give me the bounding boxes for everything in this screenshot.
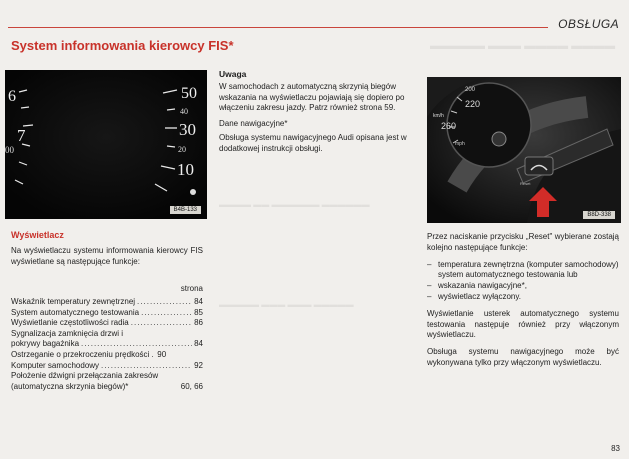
- reset-button-illustration: [427, 77, 621, 223]
- note-heading: Uwaga: [219, 69, 247, 79]
- list-item: – wyświetlacz wyłączony.: [427, 292, 619, 303]
- bleed-through-text: ▬▬▬▬▬ ▬▬▬ ▬▬▬▬ ▬▬▬▬: [430, 40, 616, 52]
- reset-intro: Przez naciskanie przycisku „Reset" wybierane zostają kolejno następujące funkcje:: [427, 232, 619, 252]
- middle-column: [219, 69, 414, 160]
- unit-label: mph: [455, 141, 465, 147]
- right-column: [427, 232, 619, 375]
- navigation-heading: Dane nawigacyjne*: [219, 119, 288, 129]
- tick-label: 00: [5, 145, 14, 155]
- list-item: – wskazania nawigacyjne*,: [427, 281, 619, 292]
- page-number: 83: [611, 444, 620, 453]
- toc-row: System automatycznego testowania ..... 85: [11, 308, 203, 319]
- toc-row: pokrywy bagażnika ..... 84: [11, 339, 203, 350]
- tick-label: 10: [177, 160, 194, 179]
- svg-text:200: 200: [465, 87, 476, 93]
- tick-label: 20: [178, 145, 186, 154]
- toc-row: Wskaźnik temperatury zewnętrznej ..... 84: [11, 297, 203, 308]
- function-list: [11, 297, 203, 392]
- note-text: W samochodach z automatyczną skrzynią biegów wskazania na wyświetlaczu pojawiają się dopiero po włączeniu zakresu jazdy. Patrz również strona 59.: [219, 81, 405, 113]
- tick-label: 50: [181, 85, 197, 102]
- subhead-display: Wyświetlacz: [11, 230, 64, 240]
- reset-function-list: [427, 260, 619, 303]
- page-title: System informowania kierowcy FIS*: [11, 38, 234, 53]
- tick-label: 30: [179, 120, 196, 139]
- pointer-dot: [190, 189, 196, 195]
- bleed-through-text: ▬▬▬▬ ▬▬ ▬▬▬▬▬▬ ▬▬▬▬▬▬: [219, 200, 370, 209]
- bleed-through-text: ▬▬▬▬▬ ▬▬▬ ▬▬▬ ▬▬▬▬▬: [219, 300, 354, 309]
- tick-label: 40: [180, 107, 188, 116]
- list-item: – temperatura zewnętrzna (komputer samochodowy) system automatycznego testowania lub: [427, 260, 619, 282]
- steering-wheel-figure: [427, 77, 621, 223]
- toc-row: Położenie dźwigni przełączania zakresów (automatyczna skrzynia biegów)* 60, 66: [11, 371, 203, 391]
- figure-ref-label: B4B-133: [170, 206, 201, 214]
- toc-row: Sygnalizacja zamknięcia drzwi i: [11, 328, 124, 338]
- intro-paragraph: Na wyświetlaczu systemu informowania kierowcy FIS wyświetlane są następujące funkcje:: [11, 246, 203, 266]
- fault-display-paragraph: Wyświetlanie usterek automatycznego systemu testowania następuje również przy włączonym wyświetlaczu.: [427, 308, 619, 340]
- navigation-operation-paragraph: Obsługa systemu nawigacyjnego może być wykonywana tylko przy włączonym wyświetlaczu.: [427, 347, 619, 367]
- toc-row: Ostrzeganie o przekroczeniu prędkości ..... 90: [11, 350, 203, 361]
- section-header: OBSŁUGA: [558, 17, 619, 31]
- instrument-cluster-figure: [5, 70, 207, 219]
- header-rule: [8, 27, 548, 28]
- tick-label: 7: [17, 126, 26, 145]
- button-label: Reset: [520, 181, 531, 186]
- cluster-illustration: [5, 70, 207, 219]
- toc-row: Wyświetlanie częstotliwości radia ..... 86: [11, 318, 203, 329]
- figure-ref-label: B8D-338: [583, 211, 615, 219]
- toc-row: Komputer samochodowy ..... 92: [11, 361, 203, 372]
- speed-label: 220: [465, 99, 481, 109]
- navigation-text: Obsługa systemu nawigacyjnego Audi opisana jest w dodatkowej instrukcji obsługi.: [219, 132, 407, 153]
- tick-label: 6: [8, 88, 16, 105]
- unit-label: km/h: [433, 113, 444, 119]
- page-column-label: strona: [180, 284, 203, 293]
- speed-label: 260: [441, 121, 457, 131]
